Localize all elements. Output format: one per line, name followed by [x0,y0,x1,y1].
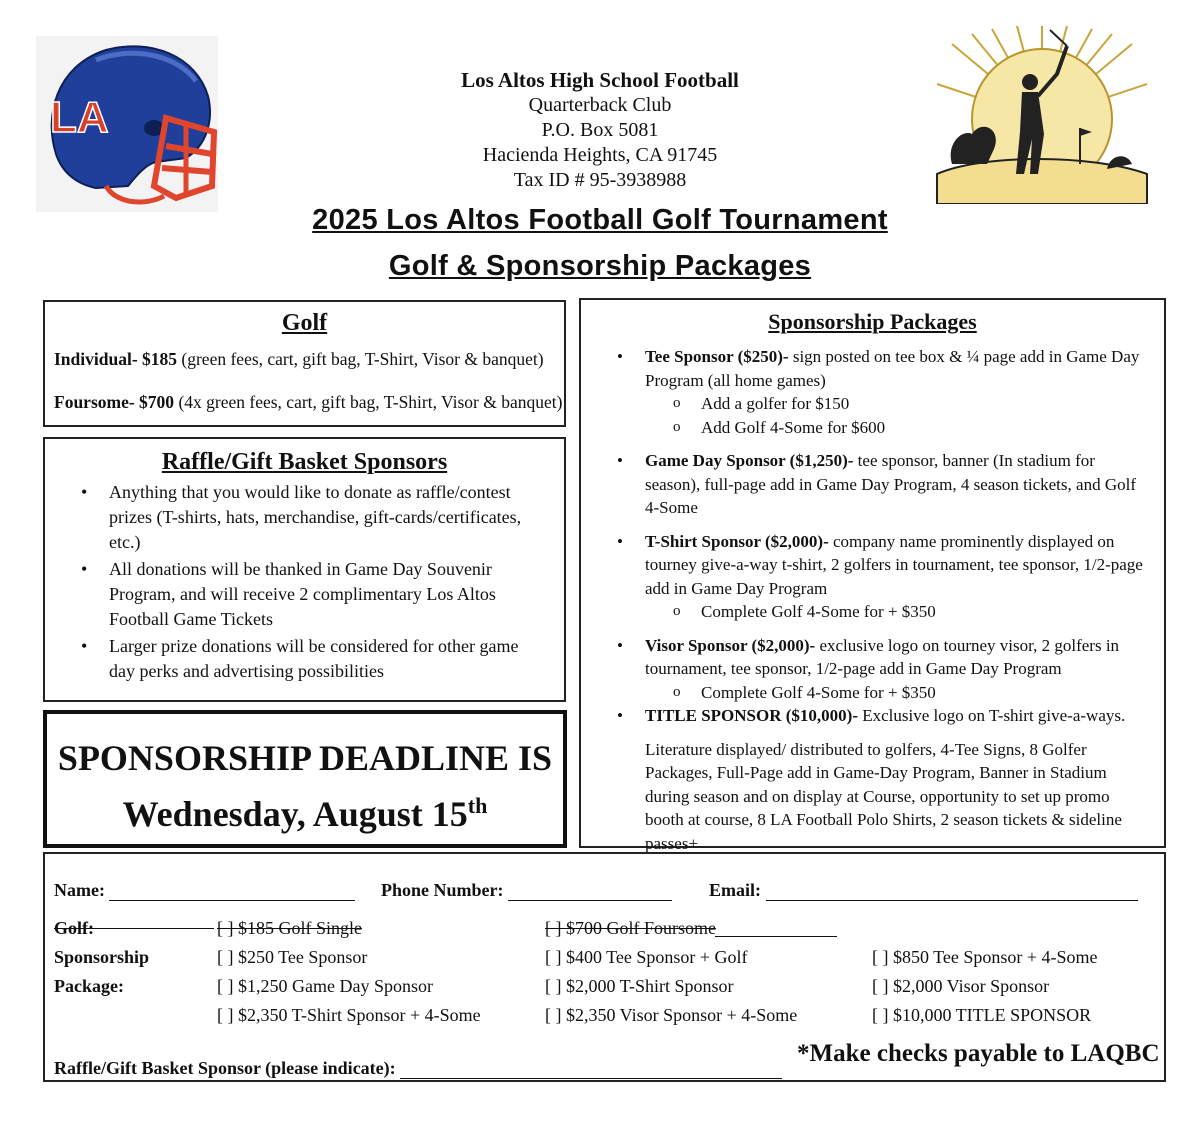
list-item: • Visor Sponsor ($2,000)- exclusive logo on tourney visor, 2 golfers in tournament, tee sponsor, 1/2-page add in Game Day Program o Complete Golf 4-Some for + $350 [617,635,1120,702]
checks-note: *Make checks payable to LAQBC [797,1040,1160,1067]
foursome-desc: (4x green fees, cart, gift bag, T-Shirt, Visor & banquet) [174,392,563,412]
raffle-sponsor-field[interactable] [400,1060,782,1079]
option-checkbox[interactable]: [ ] $400 Tee Sponsor + Golf [545,947,748,967]
option-checkbox[interactable]: [ ] $2,000 Visor Sponsor [872,976,1050,996]
deadline-box [43,710,567,848]
org-name: Los Altos High School Football [461,68,739,92]
phone-row [381,880,672,901]
raffle-sponsor-label: Raffle/Gift Basket Sponsor (please indicate): [54,1058,396,1078]
individual-desc: (green fees, cart, gift bag, T-Shirt, Visor & banquet) [177,349,544,369]
strike-line [54,928,214,929]
name-label: Name: [54,880,105,900]
name-field[interactable] [109,882,355,901]
header-block [0,68,1200,193]
option-checkbox[interactable]: [ ] $1,250 Game Day Sponsor [217,976,433,996]
po-box: P.O. Box 5081 [541,119,659,141]
option-checkbox[interactable]: [ ] $850 Tee Sponsor + 4-Some [872,947,1098,967]
title-sponsor-extra: Literature displayed/ distributed to golfers, 4-Tee Signs, 8 Golfer Packages, Full-Page add in Game-Day Program, Banner in Stadium during season and on display at Course, opportunity to set up promo booth at course, 8 LA Football Polo Shirts, 2 season tickets & sideline passes+ [645,739,1122,853]
order-form [43,852,1166,1082]
golf-title: Golf [281,310,328,336]
svg-text:LA: LA [50,93,109,142]
sponsorship-label-2: Package: [54,976,124,996]
deadline-date: Wednesday, August 15 [122,794,468,834]
phone-label: Phone Number: [381,880,504,900]
raffle-title: Raffle/Gift Basket Sponsors [161,449,448,475]
list-item: • Tee Sponsor ($250)- sign posted on tee box & ¼ page add in Game Day Program (all home games) o Add a golfer for $150 o Add Golf 4-Some for $600 [617,347,1140,437]
option-checkbox[interactable]: [ ] $2,350 T-Shirt Sponsor + 4-Some [217,1005,481,1025]
foursome-underline [715,936,837,937]
golf-single-option[interactable]: [ ] $185 Golf Single [217,918,362,938]
deadline-text [47,734,563,838]
list-item: • TITLE SPONSOR ($10,000)- Exclusive logo on T-shirt give-a-ways. Literature displayed/ distributed to golfers, 4-Tee Signs, 8 Golfer Packages, Full-Page add in Game-Day Program, Banner in Stadium during season and on display at Course, opportunity to set up promo booth at course, 8 LA Football Polo Shirts, 2 season tickets & sideline passes+ [581,704,1144,855]
golf-foursome-option[interactable]: [ ] $700 Golf Foursome [545,918,716,938]
option-checkbox[interactable]: [ ] $250 Tee Sponsor [217,947,368,967]
email-field[interactable] [766,882,1138,901]
deadline-line1: SPONSORSHIP DEADLINE IS [57,738,553,778]
list-item: • All donations will be thanked in Game Day Souvenir Program, and will receive 2 complimentary Los Altos Football Game Tickets [81,559,496,629]
sponsorship-label-1: Sponsorship [54,947,150,967]
phone-field[interactable] [508,882,672,901]
golf-individual [54,348,544,371]
list-item: • Game Day Sponsor ($1,250)- tee sponsor, banner (In stadium for season), full-page add in Game Day Program, 4 season tickets, and Golf 4-Some [617,451,1136,517]
option-checkbox[interactable]: [ ] $10,000 TITLE SPONSOR [872,1005,1092,1025]
page-subtitle: Golf & Sponsorship Packages [388,250,812,282]
list-item: • Anything that you would like to donate as raffle/contest prizes (T-shirts, hats, merchandise, gift-cards/certificates, etc.) [81,482,522,552]
tax-id: Tax ID # 95-3938988 [513,169,687,191]
city-line: Hacienda Heights, CA 91745 [482,144,718,166]
list-item: • Larger prize donations will be considered for other game day perks and advertising possibilities [81,636,519,681]
email-label: Email: [709,880,761,900]
individual-label: Individual- $185 [54,349,178,369]
option-checkbox[interactable]: [ ] $2,000 T-Shirt Sponsor [545,976,734,996]
golf-label: Golf: [54,918,94,938]
name-row [54,880,355,901]
sponsorship-list [581,345,1164,855]
sponsorship-title: Sponsorship Packages [768,309,977,334]
golf-foursome [54,391,562,414]
raffle-box [43,437,566,702]
option-checkbox[interactable]: [ ] $2,350 Visor Sponsor + 4-Some [545,1005,798,1025]
raffle-row [54,1058,782,1079]
page-title: 2025 Los Altos Football Golf Tournament [312,204,888,236]
sponsorship-box [579,298,1166,853]
foursome-label: Foursome- $700 [54,392,175,412]
email-row [709,880,1138,901]
list-item: • T-Shirt Sponsor ($2,000)- company name prominently displayed on tourney give-a-way t-shirt, 2 golfers in tournament, tee sponsor, 1/2-page add in Game Day Program o Complete Golf 4-Some for + $350 [617,531,1143,621]
club-name: Quarterback Club [528,94,672,116]
deadline-sup: th [467,793,488,818]
raffle-list [45,480,564,684]
golf-box [43,300,566,427]
